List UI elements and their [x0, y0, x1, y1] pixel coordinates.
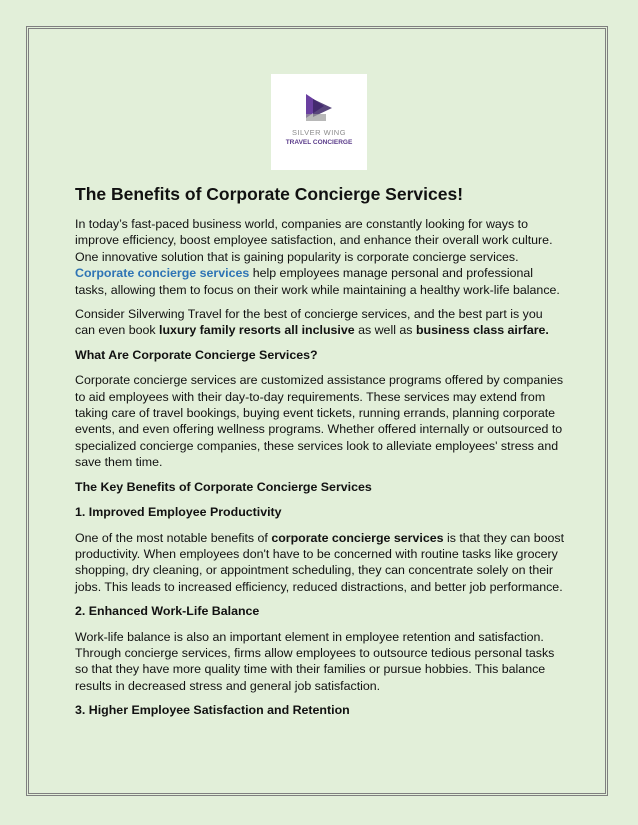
intro-text-2: help employees manage personal and professional tasks, allowing them to focus on their work while maintaining a healthy work-life balance. [75, 266, 560, 297]
benefit-3-heading: 3. Higher Employee Satisfaction and Retention [75, 703, 350, 718]
silverwing-paragraph [75, 306, 565, 339]
productivity-text-2: is that they can boost productivity. When employees don't have to be concerned with routine tasks like grocery shopping, dry cleaning, or appointment scheduling, they can concentrate solely on their jobs. This leads to increased efficiency, reduced distractions, and better job performance. [75, 530, 565, 594]
intro-paragraph [75, 216, 565, 298]
corporate-concierge-link[interactable]: Corporate concierge services [75, 266, 250, 281]
intro-text-1: In today’s fast-paced business world, companies are constantly looking for ways to improve efficiency, boost employee satisfaction, and enhance their overall work culture. One innovative solution that is gaining popularity is corporate concierge services. [75, 217, 553, 264]
silverwing-text-2: as well as [354, 323, 416, 338]
logo-text-line2: TRAVEL CONCIERGE [285, 139, 353, 146]
benefit-1-heading: 1. Improved Employee Productivity [75, 505, 282, 520]
benefit-2-heading: 2. Enhanced Work-Life Balance [75, 604, 260, 619]
luxury-resorts-text: luxury family resorts all inclusive [159, 323, 355, 338]
company-logo [271, 74, 367, 170]
business-airfare-text: business class airfare. [415, 323, 549, 338]
article-body [75, 183, 565, 728]
definition-paragraph: Corporate concierge services are customized assistance programs offered by companies to aid employees with their day-to-day requirements. These services may extend from taking care of travel bookings, buying event tickets, running errands, planning corporate events, and even offering wellness programs. Whether offered internally or outsourced to specialized concierge companies, these services look to alleviate employees' stress and save them time. [75, 373, 564, 470]
silver-wing-chevron-logo-icon [304, 92, 334, 122]
article-title: The Benefits of Corporate Concierge Services! [75, 184, 464, 204]
corporate-concierge-bold: corporate concierge services [271, 530, 444, 545]
work-life-paragraph: Work-life balance is also an important element in employee retention and satisfaction. Through concierge services, firms allow employees to outsource tedious personal tasks so that they have more quality time with their families or pursue hobbies. This balance results in decreased stress and general job satisfaction. [75, 629, 555, 693]
logo-text-line1: SILVER WING [291, 128, 347, 137]
productivity-text-1: One of the most notable benefits of [75, 530, 272, 545]
silverwing-text-1: Consider Silverwing Travel for the best of concierge services, and the best part is you can even book [75, 307, 543, 338]
key-benefits-heading: The Key Benefits of Corporate Concierge Services [75, 479, 372, 494]
productivity-paragraph [75, 530, 565, 596]
what-are-heading: What Are Corporate Concierge Services? [75, 347, 318, 362]
